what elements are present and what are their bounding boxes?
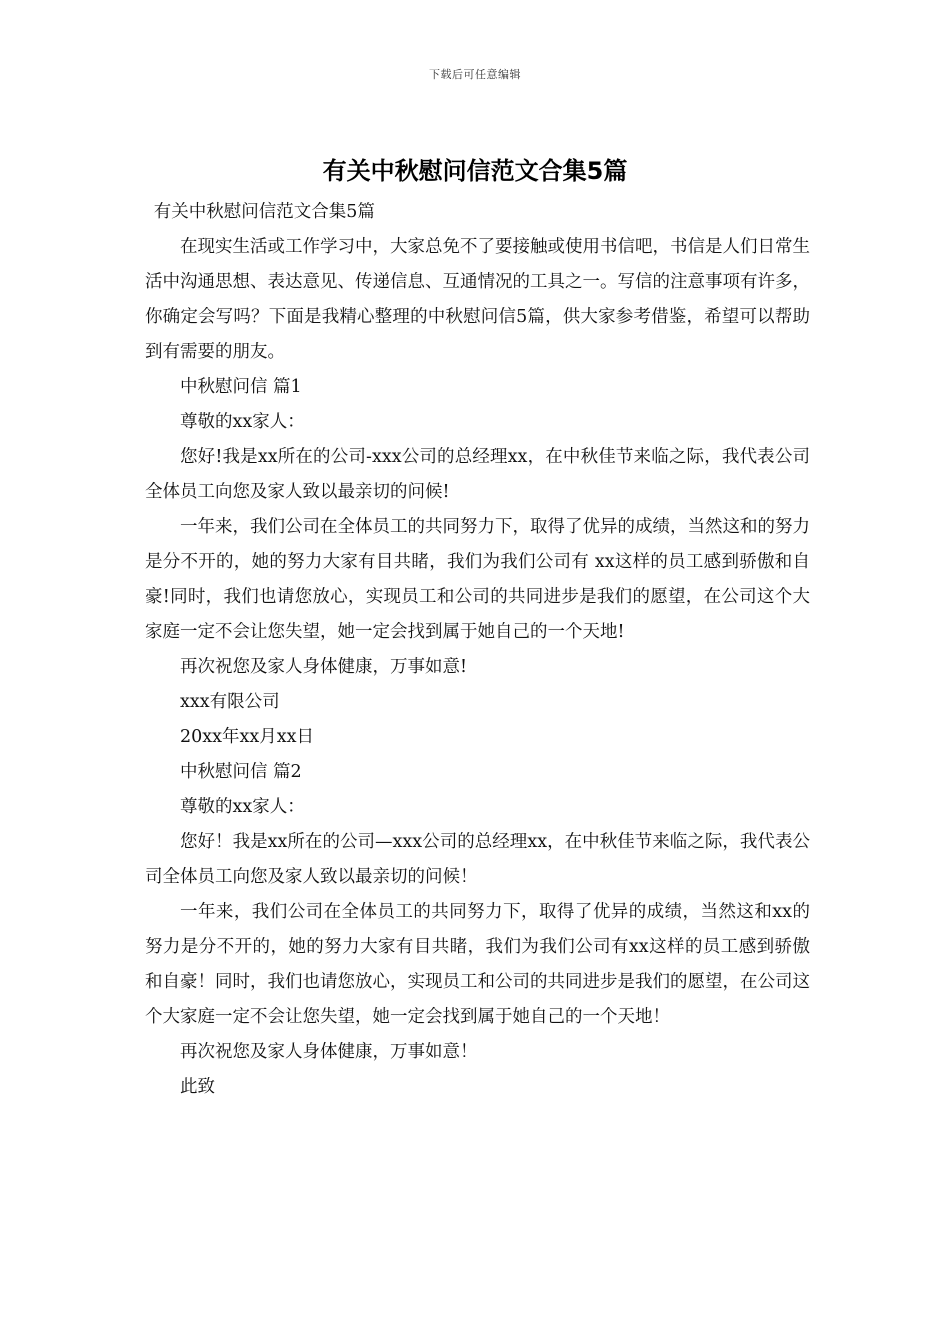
salutation-letter-1: 尊敬的xx家人： [180,412,305,432]
closing-line: 此致 [180,1077,215,1097]
signature-date: 20xx年xx月xx日 [180,727,314,747]
intro-paragraph: 在现实生活或工作学习中，大家总免不了要接触或使用书信吧，书信是人们日常生活中沟通思想、表达意见、传递信息、互通情况的工具之一。写信的注意事项有许多，你确定会写吗？下面是我精心整理的中秋慰问信5篇，供大家参考借鉴，希望可以帮助到有需要的朋友。 [145,237,810,362]
document-body [145,195,810,1105]
body-paragraph-letter-1: 一年来，我们公司在全体员工的共同努力下，取得了优异的成绩，当然这和的努力是分不开的，她的努力大家有目共睹，我们为我们公司有 xx这样的员工感到骄傲和自豪!同时，我们也请您放心，实现员工和公司的共同进步是我们的愿望，在公司这个大家庭一定不会让您失望，她一定会找到属于她自己的一个天地! [145,517,810,642]
greeting-paragraph-letter-1: 您好!我是xx所在的公司-xxx公司的总经理xx，在中秋佳节来临之际，我代表公司全体员工向您及家人致以最亲切的问候! [145,447,810,502]
salutation-letter-2: 尊敬的xx家人： [180,797,305,817]
section-heading-letter-1: 中秋慰问信 篇1 [180,377,302,397]
header-note: 下载后可任意编辑 [429,68,521,81]
body-paragraph-letter-2: 一年来，我们公司在全体员工的共同努力下，取得了优异的成绩，当然这和xx的努力是分不开的，她的努力大家有目共睹，我们为我们公司有xx这样的员工感到骄傲和自豪！同时，我们也请您放心，实现员工和公司的共同进步是我们的愿望，在公司这个大家庭一定不会让您失望，她一定会找到属于她自己的一个天地！ [145,902,810,1027]
wishes-line-letter-2: 再次祝您及家人身体健康，万事如意！ [180,1042,478,1062]
signature-company: xxx有限公司 [180,692,280,712]
section-heading-letter-2: 中秋慰问信 篇2 [180,762,302,782]
greeting-paragraph-letter-2: 您好！我是xx所在的公司—xxx公司的总经理xx，在中秋佳节来临之际，我代表公司全体员工向您及家人致以最亲切的问候！ [145,832,810,887]
document-title: 有关中秋慰问信范文合集5篇 [322,157,628,185]
subtitle-line: 有关中秋慰问信范文合集5篇 [153,202,375,222]
wishes-line-letter-1: 再次祝您及家人身体健康，万事如意! [180,657,468,677]
